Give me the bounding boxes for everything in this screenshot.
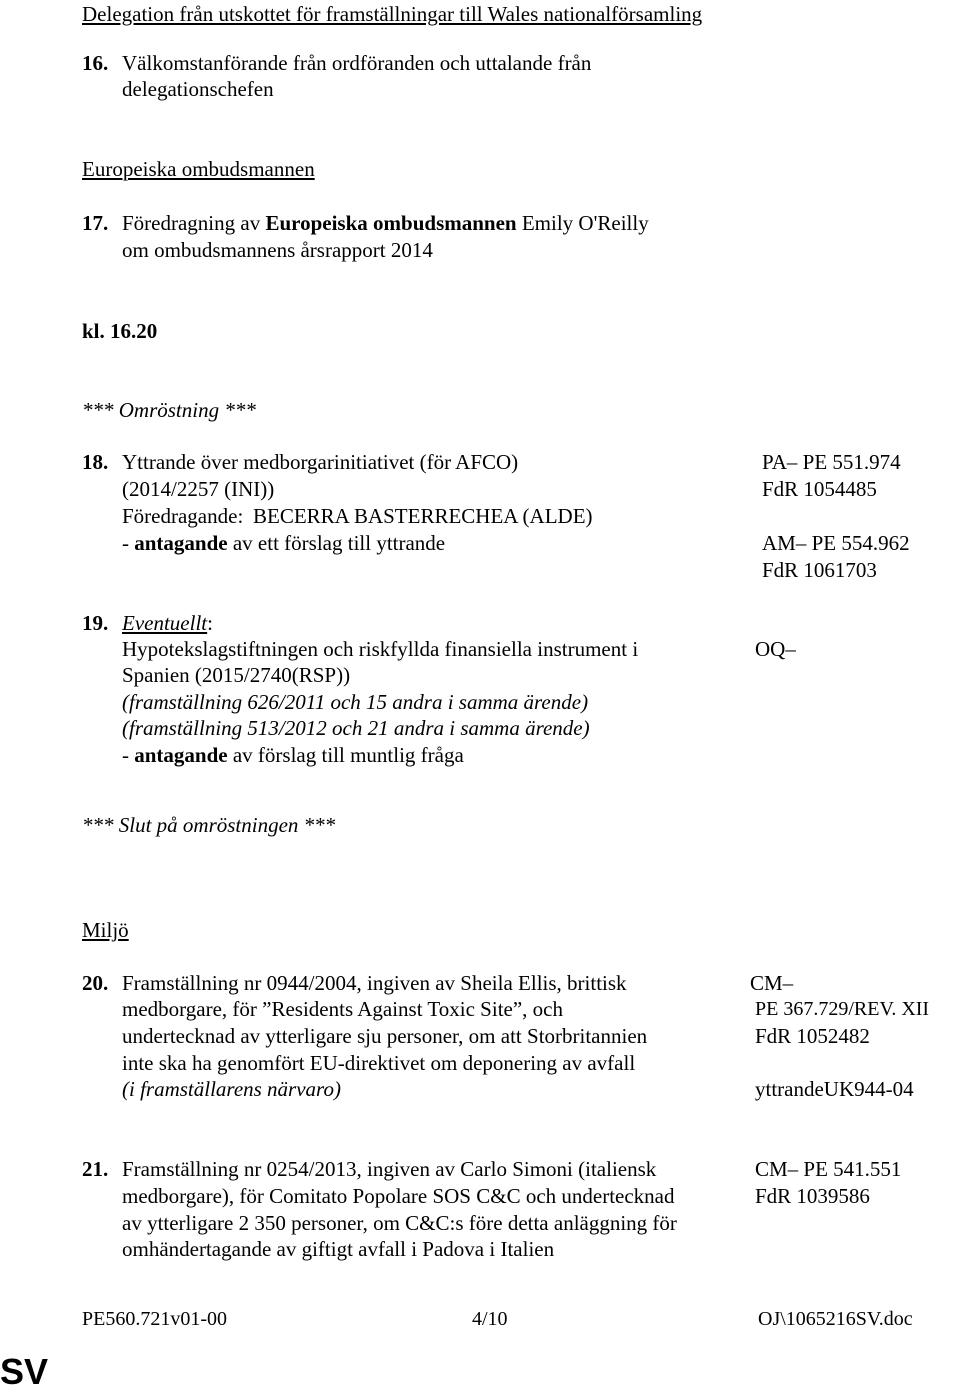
item-18-ref1: PA– PE 551.974 [762, 450, 901, 474]
item-16-line2: delegationschefen [122, 77, 274, 101]
item-18-rapporteur-name: BECERRA BASTERRECHEA (ALDE) [253, 504, 593, 528]
item-17-number: 17. [82, 211, 109, 235]
item-19-line3: Spanien (2015/2740(RSP)) [122, 663, 351, 687]
item-18-line4-bold: antagande [134, 531, 228, 555]
item-19-eventuellt: Eventuellt [122, 611, 208, 635]
item-18-line4 [122, 530, 445, 556]
item-18-ref4: FdR 1061703 [762, 558, 877, 582]
item-21-ref1: CM– PE 541.551 [755, 1157, 902, 1181]
item-18-line4-prefix: - [122, 531, 135, 555]
item-17-line2: om ombudsmannens årsrapport 2014 [122, 238, 433, 262]
item-19-line4: (framställning 626/2011 och 15 andra i samma ärende) [122, 690, 589, 714]
section-heading-delegation: Delegation från utskottet för framställningar till Wales nationalförsamling [82, 2, 703, 26]
item-21-ref2: FdR 1039586 [755, 1184, 870, 1208]
item-18-rapporteur-label: Föredragande: [122, 504, 244, 528]
item-19-ref1: OQ– [755, 637, 796, 661]
item-20-line5: (i framställarens närvaro) [122, 1077, 341, 1101]
item-18-line2: (2014/2257 (INI)) [122, 477, 275, 501]
item-16-line1: Välkomstanförande från ordföranden och uttalande från [122, 51, 592, 75]
item-19-number: 19. [82, 611, 109, 635]
footer-language-code: SV [0, 1351, 49, 1392]
item-21-line1: Framställning nr 0254/2013, ingiven av Carlo Simoni (italiensk [122, 1157, 657, 1181]
item-16-number: 16. [82, 51, 109, 75]
item-19-colon: : [207, 611, 213, 635]
item-20-ref3: FdR 1052482 [755, 1024, 870, 1048]
item-18-ref3: AM– PE 554.962 [762, 531, 910, 555]
item-21-line3: av ytterligare 2 350 personer, om C&C:s före detta anläggning för [122, 1211, 677, 1235]
item-19-line2: Hypotekslagstiftningen och riskfyllda finansiella instrument i [122, 637, 639, 661]
item-20-line2: medborgare, för ”Residents Against Toxic Site”, och [122, 997, 563, 1021]
item-19-line1 [122, 610, 213, 636]
item-21-number: 21. [82, 1157, 109, 1181]
item-20-line1: Framställning nr 0944/2004, ingiven av Sheila Ellis, brittisk [122, 971, 627, 995]
item-18-line1: Yttrande över medborgarinitiativet (för AFCO) [122, 450, 519, 474]
footer-document-id: PE560.721v01-00 [82, 1308, 227, 1330]
item-21-line4: omhändertagande av giftigt avfall i Padova i Italien [122, 1237, 555, 1261]
item-20-ref4: yttrandeUK944-04 [755, 1077, 914, 1101]
item-20-line3: undertecknad av ytterligare sju personer, om att Storbritannien [122, 1024, 648, 1048]
item-17-line1-c: Emily O'Reilly [516, 211, 649, 235]
item-17-line1 [122, 210, 649, 236]
section-heading-ombudsman: Europeiska ombudsmannen [82, 157, 315, 181]
item-21-line2: medborgare), för Comitato Popolare SOS C&C och undertecknad [122, 1184, 675, 1208]
item-19-line5: (framställning 513/2012 och 21 andra i samma ärende) [122, 716, 590, 740]
vote-start-heading: *** Omröstning *** [82, 398, 256, 422]
item-19-line6-bold: antagande [134, 743, 228, 767]
session-time: kl. 16.20 [82, 319, 158, 343]
item-18-ref2: FdR 1054485 [762, 477, 877, 501]
item-19-line6 [122, 742, 464, 768]
footer-file-name: OJ\1065216SV.doc [758, 1308, 913, 1330]
item-18-number: 18. [82, 450, 109, 474]
item-18-line4-rest: av ett förslag till yttrande [227, 531, 446, 555]
item-17-line1-bold: Europeiska ombudsmannen [265, 211, 517, 235]
footer-page-number: 4/10 [472, 1308, 508, 1330]
item-20-number: 20. [82, 971, 109, 995]
item-19-line6-prefix: - [122, 743, 135, 767]
item-20-ref2: PE 367.729/REV. XII [755, 998, 930, 1020]
item-19-line6-rest: av förslag till muntlig fråga [227, 743, 464, 767]
section-heading-miljo: Miljö [82, 918, 129, 942]
item-20-ref1: CM– [750, 971, 794, 995]
vote-end-heading: *** Slut på omröstningen *** [82, 813, 336, 837]
item-20-line4: inte ska ha genomfört EU-direktivet om deponering av avfall [122, 1051, 636, 1075]
item-17-line1-a: Föredragning av [122, 211, 266, 235]
